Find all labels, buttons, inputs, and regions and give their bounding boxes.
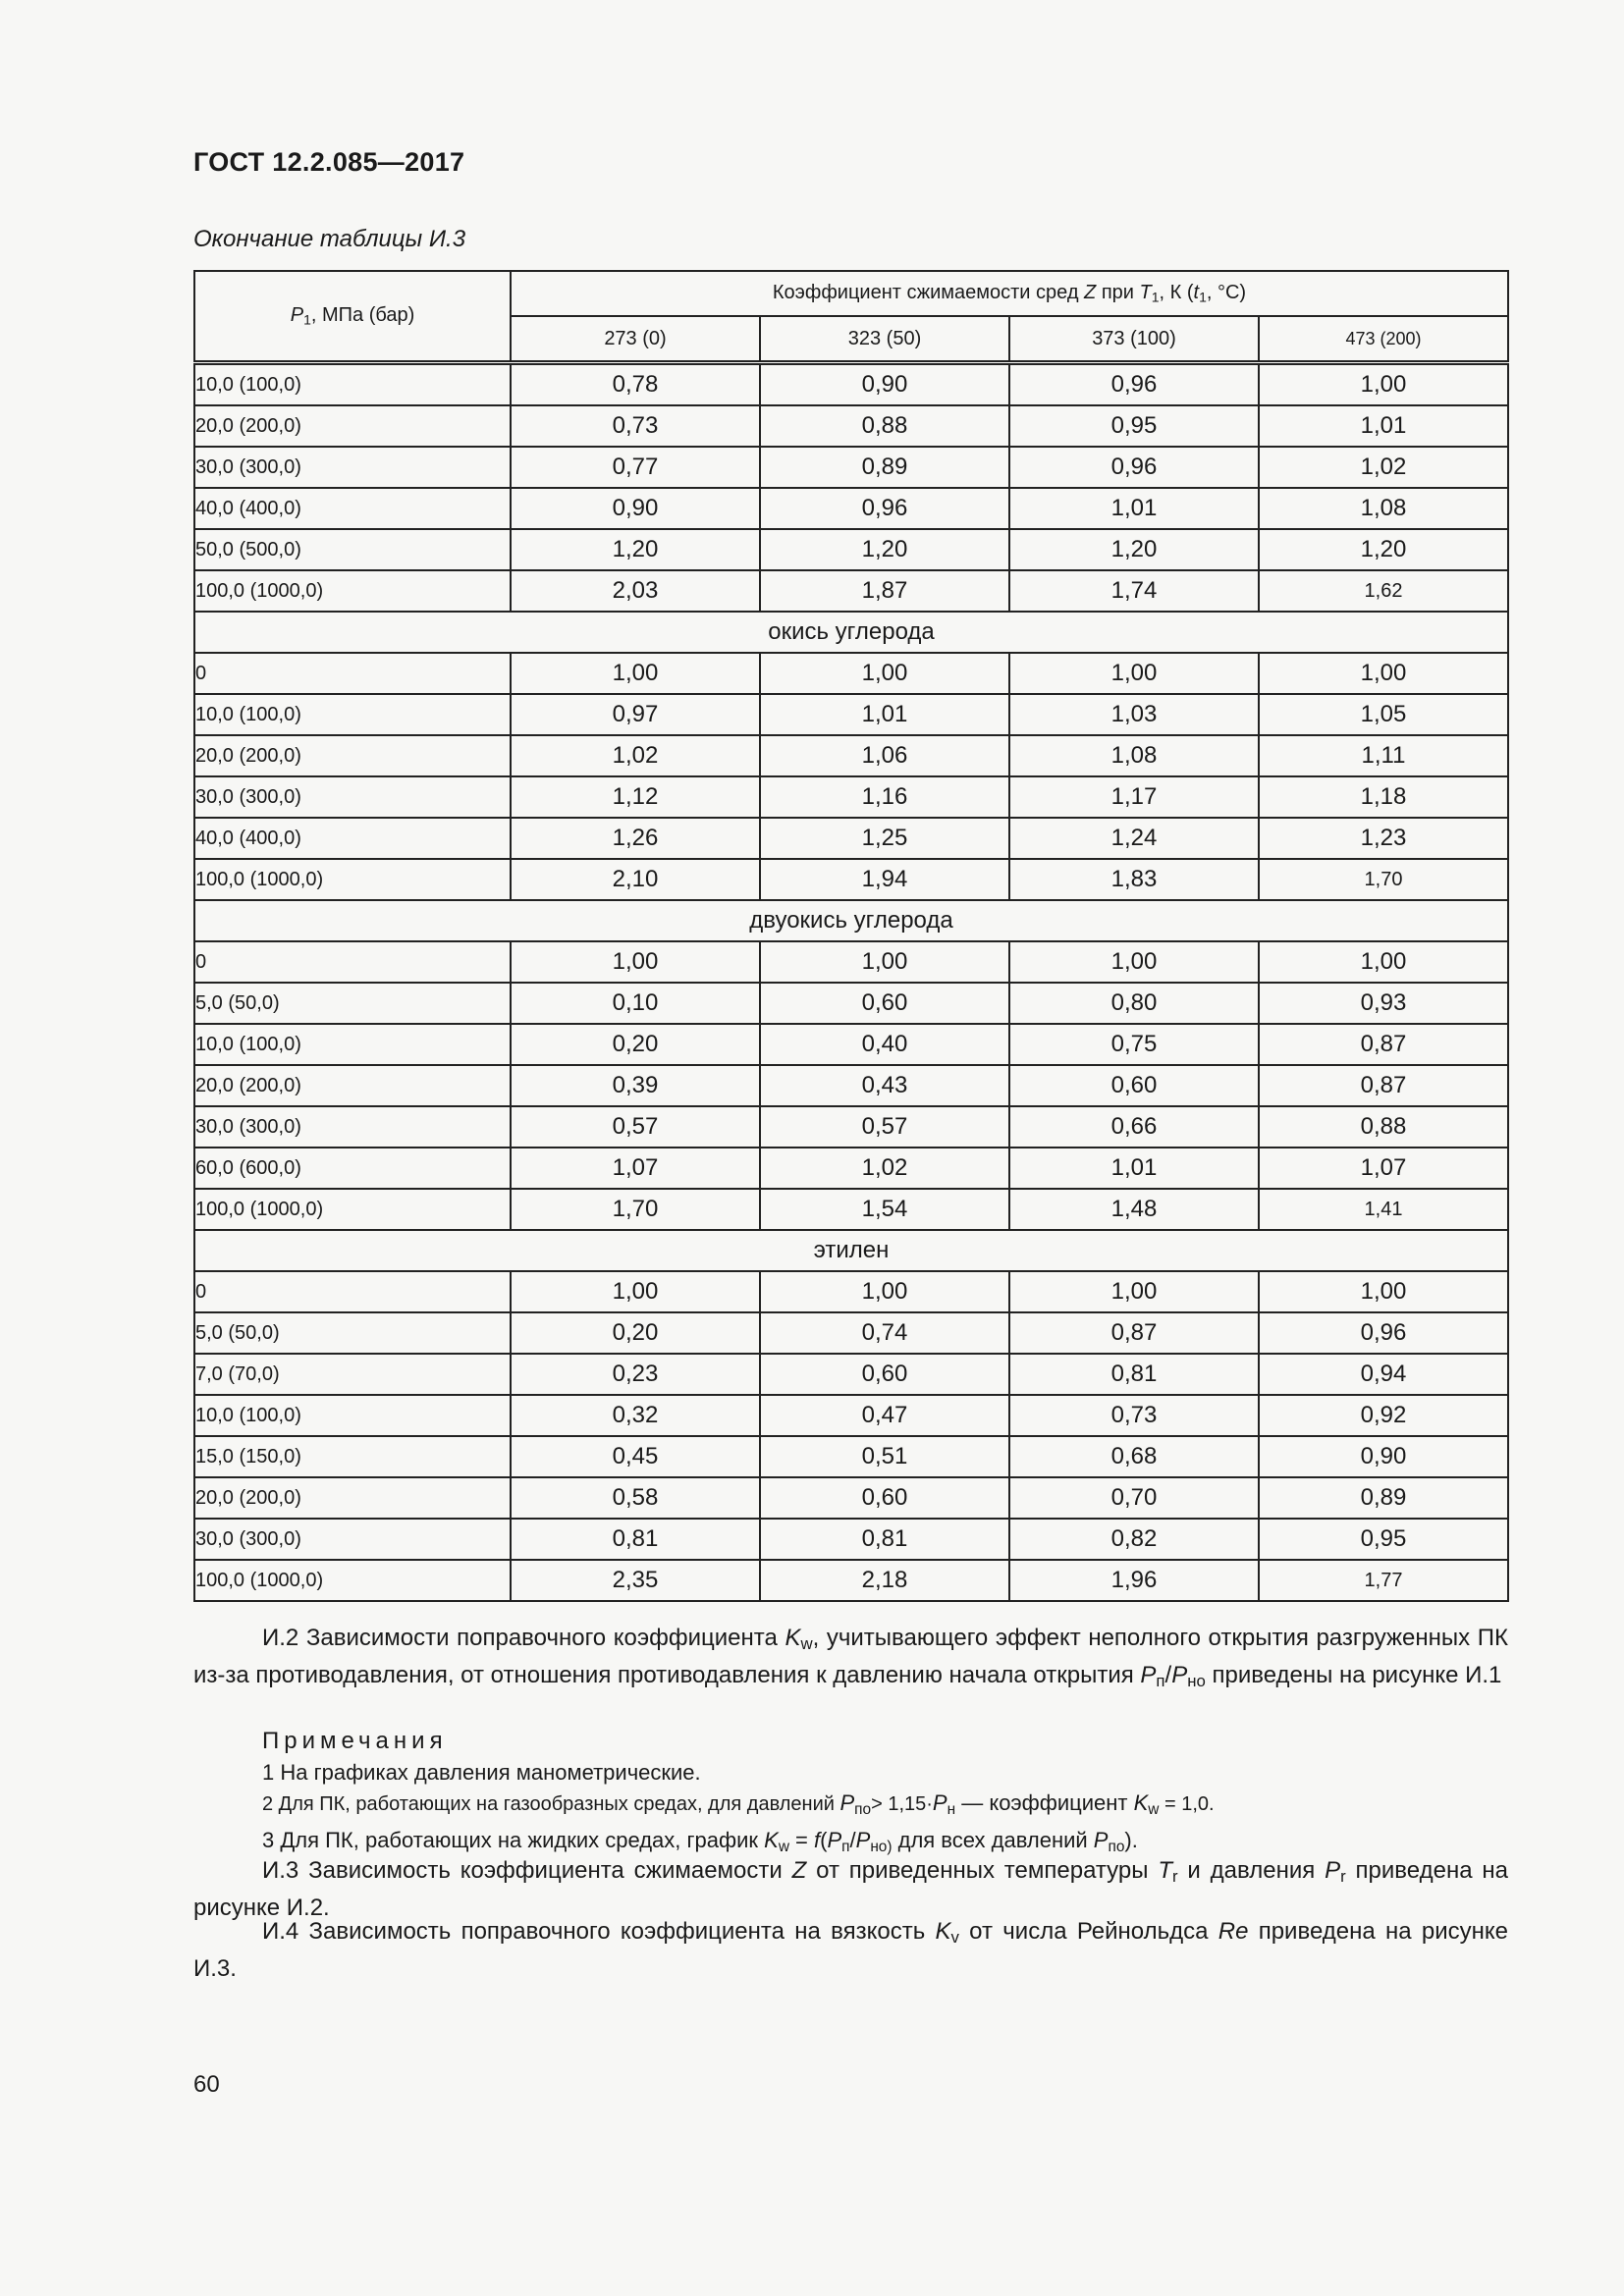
value-cell: 0,68 — [1009, 1436, 1259, 1477]
pressure-cell: 50,0 (500,0) — [194, 529, 511, 570]
table-row — [194, 1189, 1508, 1230]
table-row — [194, 1148, 1508, 1189]
value-cell: 2,35 — [511, 1560, 760, 1601]
table-row — [194, 859, 1508, 900]
pressure-cell: 40,0 (400,0) — [194, 488, 511, 529]
value-cell: 0,81 — [760, 1519, 1009, 1560]
value-cell: 0,95 — [1009, 405, 1259, 447]
temp-header-373: 373 (100) — [1009, 316, 1259, 363]
value-cell: 1,23 — [1259, 818, 1508, 859]
value-cell: 1,05 — [1259, 694, 1508, 735]
table-body-top — [194, 363, 1508, 613]
value-cell: 1,16 — [760, 776, 1009, 818]
pressure-cell: 100,0 (1000,0) — [194, 1189, 511, 1230]
value-cell: 0,60 — [760, 1477, 1009, 1519]
value-cell: 0,60 — [760, 1354, 1009, 1395]
value-cell: 0,95 — [1259, 1519, 1508, 1560]
value-cell: 1,41 — [1259, 1189, 1508, 1230]
value-cell: 0,90 — [511, 488, 760, 529]
notes-title: Примечания — [262, 1728, 448, 1754]
value-cell: 1,77 — [1259, 1560, 1508, 1601]
pressure-cell: 30,0 (300,0) — [194, 776, 511, 818]
document-header: ГОСТ 12.2.085—2017 — [193, 147, 465, 177]
notes-block — [262, 1726, 1508, 1862]
table-row — [194, 1395, 1508, 1436]
value-cell: 0,39 — [511, 1065, 760, 1106]
value-cell: 1,00 — [1259, 941, 1508, 983]
value-cell: 0,88 — [1259, 1106, 1508, 1148]
value-cell: 0,73 — [1009, 1395, 1259, 1436]
temp-header-273: 273 (0) — [511, 316, 760, 363]
value-cell: 2,18 — [760, 1560, 1009, 1601]
value-cell: 1,74 — [1009, 570, 1259, 612]
paragraph-i3: И.3 Зависимость коэффициента сжимаемости Z от приведенных температуры $T_r$ и давления $P_r$ приведена на рисунке И.2. — [193, 1857, 1508, 1922]
section-ethylene: этилен — [194, 1230, 1508, 1271]
pressure-cell: 0 — [194, 653, 511, 694]
value-cell: 0,73 — [511, 405, 760, 447]
table-body-carbon-monoxide — [194, 653, 1508, 900]
pressure-cell: 100,0 (1000,0) — [194, 1560, 511, 1601]
value-cell: 0,88 — [760, 405, 1009, 447]
value-cell: 1,87 — [760, 570, 1009, 612]
pressure-cell: 20,0 (200,0) — [194, 735, 511, 776]
pressure-cell: 30,0 (300,0) — [194, 1519, 511, 1560]
table-row — [194, 735, 1508, 776]
pressure-cell: 20,0 (200,0) — [194, 405, 511, 447]
value-cell: 1,00 — [1259, 1271, 1508, 1312]
value-cell: 0,92 — [1259, 1395, 1508, 1436]
value-cell: 1,48 — [1009, 1189, 1259, 1230]
paragraph-i2: И.2 Зависимости поправочного коэффициента $K_w$, учитывающего эффект неполного открытия разгруженных ПК из-за противодавления, от отношения противодавления к давлению начала открытия $P_п/P_{но}$ приведены на рисунке И.1 — [193, 1625, 1508, 1691]
value-cell: 1,00 — [1259, 653, 1508, 694]
value-cell: 1,18 — [1259, 776, 1508, 818]
note-1: 1 На графиках давления манометрические. — [262, 1760, 701, 1785]
value-cell: 0,57 — [511, 1106, 760, 1148]
value-cell: 1,00 — [1009, 653, 1259, 694]
pressure-cell: 20,0 (200,0) — [194, 1065, 511, 1106]
value-cell: 1,08 — [1009, 735, 1259, 776]
value-cell: 1,00 — [760, 1271, 1009, 1312]
pressure-cell: 0 — [194, 941, 511, 983]
value-cell: 1,00 — [511, 941, 760, 983]
value-cell: 1,17 — [1009, 776, 1259, 818]
value-cell: 1,70 — [511, 1189, 760, 1230]
value-cell: 0,70 — [1009, 1477, 1259, 1519]
value-cell: 0,74 — [760, 1312, 1009, 1354]
pressure-cell: 60,0 (600,0) — [194, 1148, 511, 1189]
note-3: 3 Для ПК, работающих на жидких средах, график $K_w = f(P_п/P_{но)}$ для всех давлений $P_{по}$). — [262, 1827, 1138, 1855]
value-cell: 0,87 — [1259, 1065, 1508, 1106]
table-row — [194, 983, 1508, 1024]
value-cell: 0,94 — [1259, 1354, 1508, 1395]
table-row — [194, 363, 1508, 406]
temp-header-473: 473 (200) — [1259, 316, 1508, 363]
value-cell: 1,20 — [760, 529, 1009, 570]
value-cell: 1,54 — [760, 1189, 1009, 1230]
note-2: 2 Для ПК, работающих на газообразных средах, для давлений $P_{по}> 1,15\cdot P_н$ — коэффициент $K_w = 1,0$. — [262, 1790, 1215, 1818]
table-row — [194, 1354, 1508, 1395]
table-row — [194, 447, 1508, 488]
value-cell: 0,78 — [511, 363, 760, 406]
value-cell: 0,87 — [1259, 1024, 1508, 1065]
value-cell: 2,03 — [511, 570, 760, 612]
table-row — [194, 1271, 1508, 1312]
value-cell: 0,10 — [511, 983, 760, 1024]
table-row — [194, 529, 1508, 570]
value-cell: 0,89 — [760, 447, 1009, 488]
value-cell: 0,43 — [760, 1065, 1009, 1106]
table-caption: Окончание таблицы И.3 — [193, 226, 466, 252]
value-cell: 1,11 — [1259, 735, 1508, 776]
value-cell: 0,96 — [1259, 1312, 1508, 1354]
value-cell: 1,62 — [1259, 570, 1508, 612]
pressure-cell: 7,0 (70,0) — [194, 1354, 511, 1395]
value-cell: 1,02 — [511, 735, 760, 776]
compressibility-column-header: Коэффициент сжимаемости сред Z при $T_1$, К ($t_1$, °С) — [511, 271, 1508, 316]
table-row — [194, 1312, 1508, 1354]
value-cell: 0,96 — [1009, 363, 1259, 406]
value-cell: 1,00 — [760, 653, 1009, 694]
value-cell: 1,26 — [511, 818, 760, 859]
table-row — [194, 1065, 1508, 1106]
value-cell: 1,00 — [760, 941, 1009, 983]
pressure-column-header: $P_1$, МПа (бар) — [194, 271, 511, 363]
table-row — [194, 776, 1508, 818]
value-cell: 0,96 — [1009, 447, 1259, 488]
value-cell: 1,02 — [1259, 447, 1508, 488]
value-cell: 0,80 — [1009, 983, 1259, 1024]
value-cell: 1,01 — [760, 694, 1009, 735]
value-cell: 1,06 — [760, 735, 1009, 776]
table-row — [194, 941, 1508, 983]
table-row — [194, 1519, 1508, 1560]
pressure-cell: 10,0 (100,0) — [194, 1024, 511, 1065]
value-cell: 1,01 — [1009, 1148, 1259, 1189]
table-row — [194, 488, 1508, 529]
value-cell: 1,20 — [1259, 529, 1508, 570]
value-cell: 0,93 — [1259, 983, 1508, 1024]
pressure-cell: 0 — [194, 1271, 511, 1312]
value-cell: 0,32 — [511, 1395, 760, 1436]
value-cell: 0,66 — [1009, 1106, 1259, 1148]
value-cell: 0,96 — [760, 488, 1009, 529]
value-cell: 0,90 — [1259, 1436, 1508, 1477]
value-cell: 1,00 — [511, 653, 760, 694]
value-cell: 1,00 — [1259, 363, 1508, 406]
value-cell: 0,57 — [760, 1106, 1009, 1148]
value-cell: 1,01 — [1259, 405, 1508, 447]
table-row — [194, 1436, 1508, 1477]
value-cell: 0,81 — [1009, 1354, 1259, 1395]
value-cell: 1,96 — [1009, 1560, 1259, 1601]
value-cell: 1,12 — [511, 776, 760, 818]
value-cell: 1,70 — [1259, 859, 1508, 900]
value-cell: 1,00 — [511, 1271, 760, 1312]
value-cell: 2,10 — [511, 859, 760, 900]
pressure-cell: 15,0 (150,0) — [194, 1436, 511, 1477]
compressibility-table — [193, 270, 1509, 1602]
value-cell: 0,47 — [760, 1395, 1009, 1436]
table-row — [194, 1560, 1508, 1601]
value-cell: 0,45 — [511, 1436, 760, 1477]
value-cell: 0,60 — [760, 983, 1009, 1024]
value-cell: 1,08 — [1259, 488, 1508, 529]
table-row — [194, 1024, 1508, 1065]
pressure-cell: 40,0 (400,0) — [194, 818, 511, 859]
value-cell: 1,25 — [760, 818, 1009, 859]
value-cell: 0,90 — [760, 363, 1009, 406]
pressure-cell: 20,0 (200,0) — [194, 1477, 511, 1519]
pressure-cell: 30,0 (300,0) — [194, 447, 511, 488]
value-cell: 1,00 — [1009, 941, 1259, 983]
value-cell: 0,20 — [511, 1024, 760, 1065]
value-cell: 1,00 — [1009, 1271, 1259, 1312]
table-row — [194, 694, 1508, 735]
value-cell: 0,20 — [511, 1312, 760, 1354]
table-body-carbon-dioxide — [194, 941, 1508, 1230]
value-cell: 0,81 — [511, 1519, 760, 1560]
pressure-cell: 100,0 (1000,0) — [194, 859, 511, 900]
table-row — [194, 1106, 1508, 1148]
value-cell: 1,01 — [1009, 488, 1259, 529]
value-cell: 0,89 — [1259, 1477, 1508, 1519]
value-cell: 0,77 — [511, 447, 760, 488]
value-cell: 0,87 — [1009, 1312, 1259, 1354]
value-cell: 1,07 — [1259, 1148, 1508, 1189]
pressure-cell: 10,0 (100,0) — [194, 1395, 511, 1436]
pressure-cell: 100,0 (1000,0) — [194, 570, 511, 612]
value-cell: 1,20 — [511, 529, 760, 570]
paragraph-i4: И.4 Зависимость поправочного коэффициента на вязкость $K_v$ от числа Рейнольдса Re приведена на рисунке И.3. — [193, 1918, 1509, 1983]
pressure-cell: 10,0 (100,0) — [194, 694, 511, 735]
value-cell: 0,97 — [511, 694, 760, 735]
value-cell: 1,07 — [511, 1148, 760, 1189]
pressure-cell: 5,0 (50,0) — [194, 983, 511, 1024]
table-row — [194, 570, 1508, 612]
pressure-cell: 5,0 (50,0) — [194, 1312, 511, 1354]
value-cell: 0,75 — [1009, 1024, 1259, 1065]
value-cell: 1,94 — [760, 859, 1009, 900]
section-carbon-dioxide: двуокись углерода — [194, 900, 1508, 941]
value-cell: 0,82 — [1009, 1519, 1259, 1560]
table-row — [194, 818, 1508, 859]
value-cell: 0,51 — [760, 1436, 1009, 1477]
value-cell: 1,83 — [1009, 859, 1259, 900]
page-number: 60 — [193, 2071, 220, 2098]
value-cell: 1,02 — [760, 1148, 1009, 1189]
value-cell: 0,23 — [511, 1354, 760, 1395]
pressure-cell: 30,0 (300,0) — [194, 1106, 511, 1148]
section-carbon-monoxide: окись углерода — [194, 612, 1508, 653]
value-cell: 0,60 — [1009, 1065, 1259, 1106]
table-body-ethylene — [194, 1271, 1508, 1601]
value-cell: 0,58 — [511, 1477, 760, 1519]
value-cell: 1,20 — [1009, 529, 1259, 570]
value-cell: 1,24 — [1009, 818, 1259, 859]
table-row — [194, 405, 1508, 447]
value-cell: 0,40 — [760, 1024, 1009, 1065]
table-row — [194, 653, 1508, 694]
temp-header-323: 323 (50) — [760, 316, 1009, 363]
value-cell: 1,03 — [1009, 694, 1259, 735]
table-row — [194, 1477, 1508, 1519]
pressure-cell: 10,0 (100,0) — [194, 363, 511, 406]
